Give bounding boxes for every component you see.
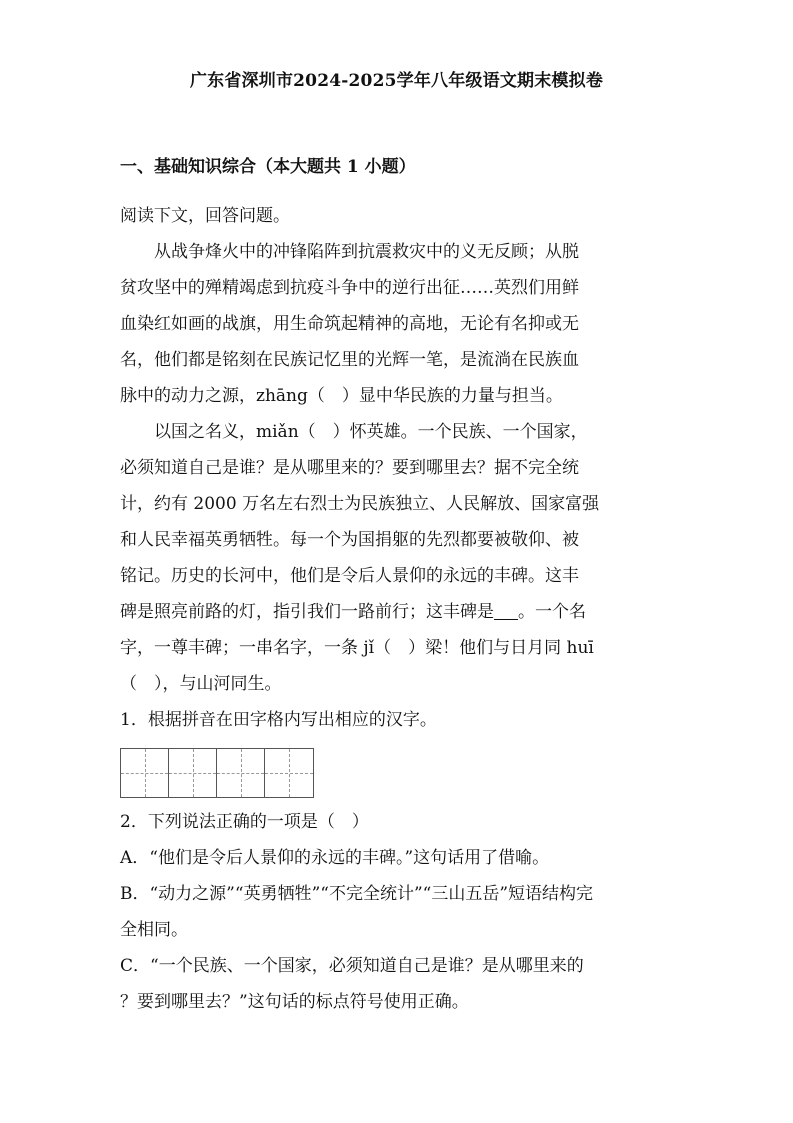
passage [120, 198, 680, 738]
exam-title: 广东省深圳市2024-2025学年八年级语文期末模拟卷 [189, 71, 604, 91]
passage-fragment: 。一个名 [518, 602, 586, 622]
option-b-cont: 全相同。 [120, 920, 188, 940]
passage-line: 脉中的动力之源，zhāng（ ）显中华民族的力量与担当。 [120, 386, 563, 406]
tianzige-cell[interactable] [121, 749, 169, 797]
option-c-cont: ？要到哪里去？”这句话的标点符号使用正确。 [120, 992, 469, 1012]
tianzige-grid [120, 748, 314, 798]
passage-line: 铭记。历史的长河中，他们是令后人景仰的永远的丰碑。这丰 [120, 566, 579, 586]
passage-line: 以国之名义，miǎn（ ）怀英雄。一个民族、一个国家， [154, 422, 588, 442]
passage-line: 必须知道自己是谁？是从哪里来的？要到哪里去？据不完全统 [120, 458, 579, 478]
passage-line: 计，约有 2000 万名左右烈士为民族独立、人民解放、国家富强 [120, 494, 600, 514]
passage-line: 从战争烽火中的冲锋陷阵到抗震救灾中的义无反顾；从脱 [154, 242, 579, 262]
tianzige-cell[interactable] [169, 749, 217, 797]
option-c[interactable]: C．“一个民族、一个国家，必须知道自己是谁？是从哪里来的 [120, 956, 584, 976]
passage-line: 和人民幸福英勇牺牲。每一个为国捐躯的先烈都要被敬仰、被 [120, 530, 579, 550]
question-2-block [120, 804, 680, 1020]
instruction: 阅读下文，回答问题。 [120, 206, 290, 226]
passage-line [120, 594, 680, 630]
passage-line: 字，一尊丰碑；一串名字，一条 jǐ（ ）梁！他们与日月同 huī [120, 638, 594, 658]
tianzige-cell[interactable] [217, 749, 265, 797]
answer-blank[interactable] [494, 601, 518, 620]
passage-line: （ ），与山河同生。 [120, 674, 282, 694]
passage-line: 名，他们都是铭刻在民族记忆里的光辉一笔，是流淌在民族血 [120, 350, 579, 370]
question-2: 2．下列说法正确的一项是（ ） [120, 812, 369, 832]
question-1: 1．根据拼音在田字格内写出相应的汉字。 [120, 710, 437, 730]
option-b[interactable]: B．“动力之源”“英勇牺牲”“不完全统计”“三山五岳”短语结构完 [120, 884, 594, 904]
passage-line: 血染红如画的战旗，用生命筑起精神的高地，无论有名抑或无 [120, 314, 579, 334]
section-heading: 一、基础知识综合（本大题共 1 小题） [120, 157, 416, 177]
tianzige-cell[interactable] [265, 749, 313, 797]
option-a[interactable]: A．“他们是令后人景仰的永远的丰碑。”这句话用了借喻。 [120, 848, 550, 868]
passage-line: 贫攻坚中的殚精竭虑到抗疫斗争中的逆行出征……英烈们用鲜 [120, 278, 579, 298]
passage-fragment: 碑是照亮前路的灯，指引我们一路前行；这丰碑是 [120, 602, 494, 622]
